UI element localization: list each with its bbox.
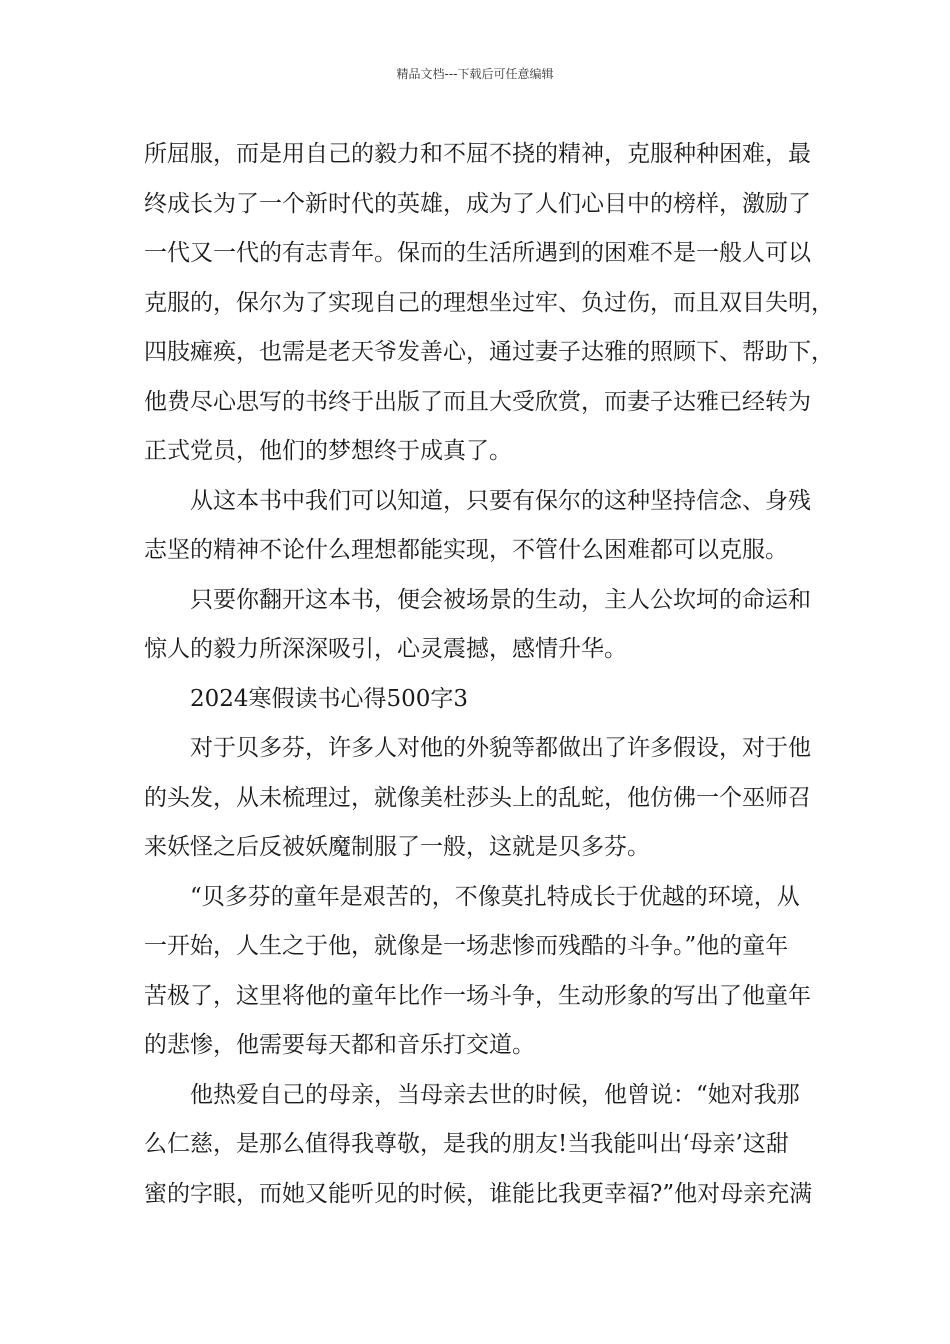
text-line: 终成长为了一个新时代的英雄，成为了人们心目中的榜样，激励了 [144,190,811,217]
text-line: 一代又一代的有志青年。保而的生活所遇到的困难不是一般人可以 [144,240,811,266]
text-line: 克服的，保尔为了实现自己的理想坐过牢、负过伤，而且双目失明， [144,289,834,316]
text-line: 只要你翻开这本书，便会被场景的生动，主人公坎坷的命运和 [190,586,811,613]
document-body [144,130,834,1219]
text-line: 惊人的毅力所深深吸引，心灵震撼，感情升华。 [144,636,627,662]
text-line: 四肢瘫痪，也需是老天爷发善心，通过妻子达雅的照顾下、帮助下， [144,339,834,365]
text-line: 蜜的字眼，而她又能听见的时候，谁能比我更幸福?”他对母亲充满 [144,1180,813,1207]
text-line: 志坚的精神不论什么理想都能实现，不管什么困难都可以克服。 [144,537,788,563]
text-line: 么仁慈，是那么值得我尊敬，是我的朋友!当我能叫出‘母亲’这甜 [144,1131,789,1157]
page-header: 精品文档---下载后可任意编辑 [396,67,554,81]
text-line: 他热爱自己的母亲，当母亲去世的时候，他曾说：“她对我那 [190,1081,800,1108]
text-line: 2024寒假读书心得500字3 [190,685,469,712]
text-line: 的头发，从未梳理过，就像美杜莎头上的乱蛇，他仿佛一个巫师召 [144,784,811,811]
text-line: 他费尽心思写的书终于出版了而且大受欣赏，而妻子达雅已经转为 [144,388,811,415]
text-line: 从这本书中我们可以知道，只要有保尔的这种坚持信念、身残 [190,487,811,514]
text-line: 对于贝多芬，许多人对他的外貌等都做出了许多假设，对于他 [190,735,811,761]
text-line: 一开始，人生之于他，就像是一场悲惨而残酷的斗争。”他的童年 [144,933,789,959]
text-line: 正式党员，他们的梦想终于成真了。 [144,438,512,464]
text-line: 苦极了，这里将他的童年比作一场斗争，生动形象的写出了他童年 [144,982,811,1009]
text-line: “贝多芬的童年是艰苦的，不像莫扎特成长于优越的环境，从 [190,883,800,910]
text-line: 的悲惨，他需要每天都和音乐打交道。 [144,1032,535,1058]
text-line: 所屈服，而是用自己的毅力和不屈不挠的精神，克服种种困难，最 [144,141,811,167]
text-line: 来妖怪之后反被妖魔制服了一般，这就是贝多芬。 [144,834,650,860]
